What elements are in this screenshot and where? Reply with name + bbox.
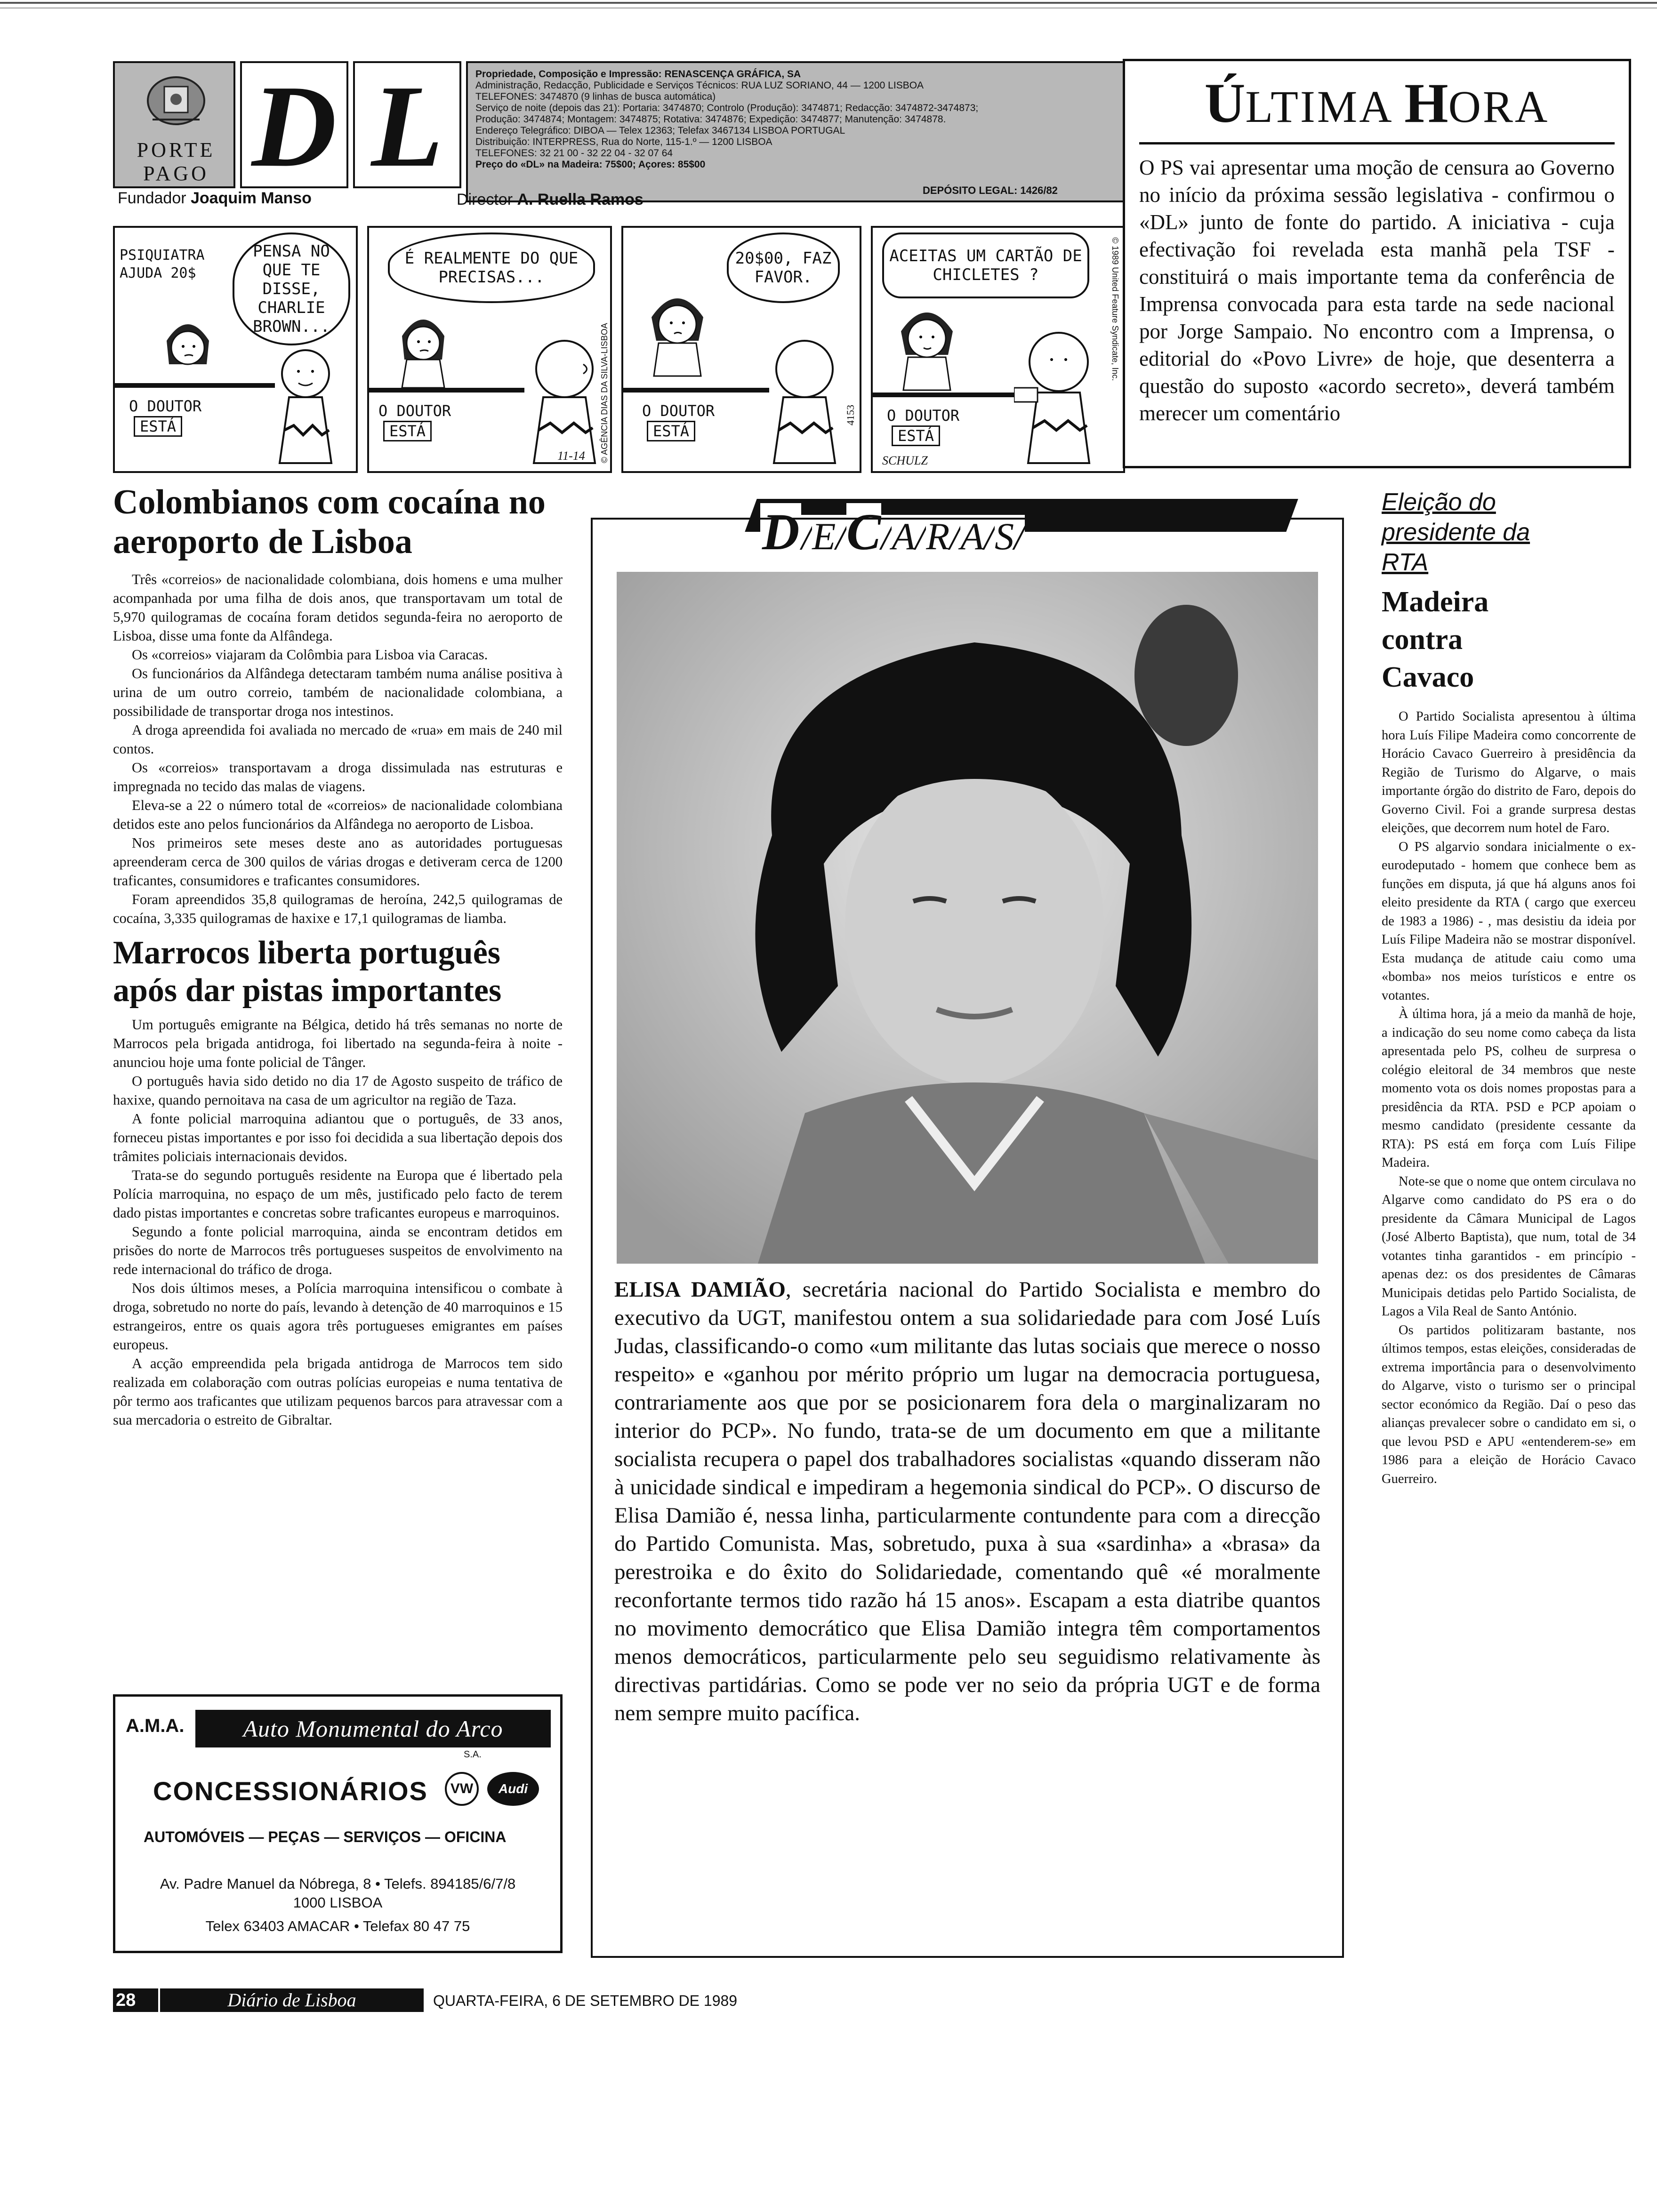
declaracoes-text [614, 1275, 1320, 1727]
paragraph: A acção empreendida pela brigada antidroga de Marrocos tem sido realizada em colaboração com outras polícias europeias e numa tentativa de pôr termo aos traficantes que utilizam pequenos barcos para atravessar com a sua mercadoria o estreito de Gibraltar. [113, 1355, 563, 1428]
speech-bubble: ACEITAS UM CARTÃO DE CHICLETES ? [882, 232, 1089, 298]
booth-counter [873, 393, 1014, 397]
ama-advertisement [113, 1694, 563, 1953]
title-mid: LTIMA [1245, 81, 1405, 132]
paragraph: Trata-se do segundo português residente na Europa que é libertado pela Polícia marroquina, no espaço de um mês, justificado pelo facto de terem dado pistas importantes e concretas sobre traficantes europeus e marroquinos. [113, 1167, 563, 1221]
lucy-icon [637, 284, 717, 378]
masthead-letter-l [353, 61, 461, 192]
ad-sa: S.A. [464, 1749, 482, 1760]
comic-mark: 4153 [845, 405, 856, 425]
left-column [113, 482, 563, 1429]
ultima-hora-body: O PS vai apresentar uma moção de censura ao Governo no início da próxima sessão legislativa - confirmou o «DL» junto de fonte do partido. A iniciativa - cuja efectivação foi revelada esta manhã pela TSF - constituirá o mais importante tema da conferência de Imprensa convocada para esta tarde na sede nacional por Jorge Sampaio. No encontro com a Imprensa, o editorial do «Povo Livre» de hoje, que desenterra a questão do suposto «acordo secreto», deverá também merecer um comentário [1139, 156, 1615, 425]
paragraph: Segundo a fonte policial marroquina, ainda se encontram detidos em prisões do norte de Marrocos três portugueses suspeitos de envolvimento na rede internacional do tráfico de droga. [113, 1224, 563, 1277]
booth-sign: ESTÁ [892, 425, 940, 446]
imprint-line: Serviço de noite (depois das 21): Portaria: 3474870; Controlo (Produção): 3474871; Redacção: 3474872-3474873; [475, 103, 979, 113]
comic-panel-3 [621, 226, 861, 473]
paper-name: Diário de Lisboa [160, 1988, 424, 2012]
imprint-line: TELEFONES: 3474870 (9 linhas de busca automática) [475, 91, 716, 102]
charlie-brown-icon [1014, 327, 1099, 468]
booth-counter [623, 388, 769, 393]
declaracoes-title: D/E/C/A/R/A/S/ [760, 508, 1278, 555]
paragraph: À última hora, já a meio da manhã de hoje, a indicação do seu nome como cabeça da lista apresentada pelo PS, colheu de surpresa o colégio eleitoral de 34 membros que neste momento vota os dois nomes propostas para a presidência da RTA. PSD e PCP apoiam o mesmo candidato (presidente cessante da RTA): PS está em força com Luís Filipe Madeira. [1382, 1007, 1636, 1170]
article2-headline: Marrocos liberta português após dar pistas importantes [113, 935, 502, 1009]
booth-counter [369, 388, 524, 393]
title-char: D [760, 503, 801, 561]
paragraph: Os partidos politizaram bastante, nos últimos tempos, estas eleições, consideradas de extrema importância para o desenvolvimento do Algarve, visto o turismo ser o principal sector económico da Região. Daí o peso das alianças prevalecer sobre o candidato em si, o que levou PSD e APU «entenderem-se» em 1986 para a eleição de Horácio Cavaco Guerreiro. [1382, 1322, 1636, 1486]
paragraph: Note-se que o nome que ontem circulava no Algarve como candidato do PS era o do presidente da Câmara Municipal de Lagos (José Alberto Baptista), que num, total de 34 votantes tinha garantidos - em princípio - apenas dez: os dos presidentes de Câmaras Municipais detidas pelo Partido Socialista, de Lagos a Vila Real de Santo António. [1382, 1174, 1636, 1319]
title-char: C [846, 503, 881, 561]
founder-name: Joaquim Manso [191, 189, 312, 207]
paragraph: O PS algarvio sondara inicialmente o ex-eurodeputado - homem que conhece bem as funções em disputa, já que há alguns anos foi eleito presidente da RTA ( cargo que exerceu de 1983 a 1986) - , mas desistiu da ideia por Luís Filipe Madeira não se mostrar disponível. Esta mudança de atitude caiu como uma «bomba» nos meios turísticos e entre os votantes. [1382, 839, 1636, 1003]
paragraph: Um português emigrante na Bélgica, detido há três semanas no norte de Marrocos pela brigada antidroga, foi libertado na segunda-feira à noite - anunciou hoje uma fonte policial de Tânger. [113, 1017, 563, 1070]
psychiatrist-sign [120, 247, 204, 282]
lucy-icon [388, 308, 458, 393]
declaracoes-section [591, 499, 1344, 1958]
imprint-line: Produção: 3474874; Montagem: 3474875; Rotativa: 3474876; Expedição: 3474877; Manutenção: 3474878. [475, 114, 946, 125]
audi-logo-text: Audi [498, 1781, 528, 1796]
booth-label: O DOUTOR [887, 407, 960, 425]
masthead [113, 61, 1125, 212]
title-char: R [926, 515, 950, 558]
comic-panel-4 [871, 226, 1125, 473]
article1-body [113, 570, 563, 928]
article2-body [113, 1015, 563, 1429]
imprint-line: Preço do «DL» na Madeira: 75$00; Açores: 85$00 [475, 159, 706, 170]
vw-logo-icon [445, 1772, 479, 1806]
schulz-signature: SCHULZ [882, 454, 928, 467]
footer-date: QUARTA-FEIRA, 6 DE SETEMBRO DE 1989 [433, 1992, 738, 2009]
title-h: H [1404, 72, 1448, 134]
declaracoes-lead: ELISA DAMIÃO [614, 1277, 786, 1302]
crest-icon [143, 72, 209, 129]
imprint-line: Distribuição: INTERPRESS, Rua do Norte, 115-1.º — 1200 LISBOA [475, 136, 772, 147]
ad-services: AUTOMÓVEIS — PEÇAS — SERVIÇOS — OFICINA [144, 1828, 507, 1845]
speech-bubble: 20$00, FAZ FAVOR. [727, 232, 840, 303]
ad-address-line3: Telex 63403 AMACAR • Telefax 80 47 75 [205, 1918, 470, 1934]
top-rule [0, 2, 1657, 4]
ad-script-name: Auto Monumental do Arco [243, 1715, 503, 1742]
booth-label: O DOUTOR [642, 402, 715, 420]
booth-label: O DOUTOR [378, 402, 451, 420]
title-end: ORA [1448, 81, 1550, 132]
porte-pago-label: PORTE PAGO [137, 138, 216, 185]
ad-script-banner [195, 1710, 551, 1747]
ad-headline: CONCESSIONÁRIOS [153, 1776, 428, 1806]
rta-headline: Madeira contra Cavaco [1382, 586, 1489, 693]
paragraph: Três «correios» de nacionalidade colombiana, dois homens e uma mulher acompanhada por uma filha de dois anos, que transportavam um total de 5,970 quilogramas de cocaína foram detidos segunda-feira no aeroporto de Lisboa, disse uma fonte da Alfândega. [113, 571, 563, 644]
deposit-legal: DEPÓSITO LEGAL: 1426/82 [923, 184, 1058, 196]
director-name: A. Ruella Ramos [517, 191, 643, 208]
title-char: E [812, 515, 836, 558]
imprint-line: Administração, Redacção, Publicidade e Serviços Técnicos: RUA LUZ SORIANO, 44 — 1200 LISBOA [475, 80, 924, 91]
charlie-brown-icon [764, 336, 845, 468]
paragraph: Foram apreendidos 35,8 quilogramas de heroína, 242,5 quilogramas de cocaína, 3,335 quilogramas de haxixe e 17,1 quilogramas de liamba. [113, 891, 563, 926]
rta-body [1382, 707, 1636, 1488]
paragraph: Os «correios» viajaram da Colômbia para Lisboa via Caracas. [132, 647, 488, 663]
speech-bubble: PENSA NO QUE TE DISSE, CHARLIE BROWN... [233, 232, 350, 345]
booth-sign: ESTÁ [383, 421, 432, 441]
ad-address-line2: 1000 LISBOA [293, 1894, 383, 1911]
founder-line [118, 189, 312, 208]
comic-panel-2 [367, 226, 612, 473]
crest-box [113, 61, 235, 188]
rta-kicker: Eleição do presidente da RTA [1382, 489, 1530, 576]
lucy-icon [887, 298, 967, 393]
booth-sign: ESTÁ [134, 416, 182, 437]
paragraph: O Partido Socialista apresentou à última hora Luís Filipe Madeira como concorrente de Horácio Cavaco Guerreiro à presidência da Região de Turismo do Algarve, o mais importante órgão do distrito de Faro, depois do Governo Civil. Foi a grande surpresa destas eleições, que decorrem num hotel de Faro. [1382, 709, 1636, 835]
page-number: 28 [113, 1988, 158, 2012]
article1-headline: Colombianos com cocaína no aeroporto de Lisboa [113, 483, 546, 561]
paragraph: Os funcionários da Alfândega detectaram também numa análise positiva à urina de um outro correio, também de nacionalidade colombiana, a possibilidade de transportar droga nos intestinos. [113, 665, 563, 719]
ad-address-line1: Av. Padre Manuel da Nóbrega, 8 • Telefs. 894185/6/7/8 [160, 1875, 516, 1892]
charlie-brown-icon [270, 345, 341, 468]
paragraph: A droga apreendida foi avaliada no mercado de «rua» em mais de 240 mil contos. [113, 722, 563, 757]
imprint-line: Propriedade, Composição e Impressão: RENASCENÇA GRÁFICA, SA [475, 69, 801, 80]
founder-label: Fundador [118, 189, 186, 207]
ultima-hora-title [1139, 68, 1615, 144]
booth-sign: ESTÁ [647, 421, 695, 441]
ultima-hora-box [1123, 59, 1631, 468]
audi-logo-icon [487, 1772, 539, 1806]
lucy-icon [153, 313, 223, 383]
imprint-box [466, 61, 1125, 202]
masthead-letter-d [240, 61, 348, 192]
paragraph: O português havia sido detido no dia 17 de Agosto suspeito de tráfico de haxixe, quando pernoitava na casa de um agricultor na região de Taza. [113, 1073, 563, 1108]
agency-credit: © AGÊNCIA DIAS DA SILVA-LISBOA [600, 323, 609, 463]
vw-logo-text: VW [450, 1781, 474, 1796]
sign-text: PSIQUIATRA AJUDA 20$ [120, 247, 205, 281]
paragraph: Eleva-se a 22 o número total de «correios» de nacionalidade colombiana detidos este ano pelos funcionários da Alfândega no aeroporto de Lisboa. [113, 797, 563, 832]
elisa-damiao-photo [617, 572, 1318, 1264]
portrait-image [617, 572, 1318, 1264]
paragraph: Os «correios» transportavam a droga dissimulada nas estruturas e impregnada no tecido das malas de viagens. [113, 760, 563, 794]
letter-d: D [251, 61, 337, 192]
director-label: Director [457, 191, 513, 208]
paragraph: Nos primeiros sete meses deste ano as autoridades portuguesas apreenderam cerca de 300 quilos de várias drogas e detiveram cerca de 1200 traficantes, consumidores e traficantes consumidores. [113, 835, 563, 889]
comic-panel-1 [113, 226, 358, 473]
declaracoes-body: , secretária nacional do Partido Socialista e membro do executivo da UGT, manifestou ontem a sua solidariedade para com José Luís Judas, classificando-o como «um militante das lutas sociais que merece o nosso respeito» e «ganhou por mérito próprio um lugar na democracia portuguesa, contrariamente aos que por se posicionarem fora dela o marginalizaram no interior do PCP». No fundo, trata-se de um documento em que a militante socialista recupera o papel dos trabalhadores socialistas «quando disseram não à unicidade sindical e impediram a hegemonia sindical do PCP». O discurso de Elisa Damião é, nessa linha, particularmente contundente para com a direcção do Partido Comunista. Mas, sobretudo, puxa à sua «sardinha» a «brasa» da perestroika e do êxito do Solidariedade, comentando quê «é moralmente reconfortante termos tido razão há 15 anos». Escapam a esta diatribe quantos no movimento democrático que Elisa Damião integra têm comportamentos menos democráticos, particularmente pelo seu seguidismo relativamente às directivas partidárias. Como se pode ver no seio da própria UGT e de forma nem sempre muito pacífica. [614, 1277, 1320, 1725]
comic-strip [113, 226, 1125, 473]
title-char: S [994, 515, 1014, 558]
title-char: A [960, 515, 984, 558]
director-line [457, 191, 643, 209]
charlie-brown-icon [524, 336, 604, 468]
imprint-line: TELEFONES: 32 21 00 - 32 22 04 - 32 07 64 [475, 148, 673, 159]
imprint-line: Endereço Telegráfico: DIBOA — Telex 12363; Telefax 3467134 LISBOA PORTUGAL [475, 125, 845, 136]
booth-label: O DOUTOR [129, 397, 202, 415]
comic-mark: 11-14 [557, 449, 585, 463]
syndicate-credit: © 1989 United Feature Syndicate, Inc. [1110, 237, 1120, 381]
rta-column [1382, 487, 1636, 1488]
paragraph: A fonte policial marroquina adiantou que o português, de 33 anos, forneceu pistas importantes e por isso foi decidida a sua libertação depois dos trâmites policiais internacionais devidos. [113, 1111, 563, 1164]
ad-brand: A.M.A. [126, 1715, 185, 1736]
page-footer [113, 1988, 866, 2017]
title-initial: Ú [1204, 72, 1246, 134]
speech-bubble: É REALMENTE DO QUE PRECISAS... [388, 232, 595, 303]
booth-counter [115, 383, 275, 388]
letter-l: L [371, 61, 443, 192]
title-char: A [892, 515, 916, 558]
paragraph: Nos dois últimos meses, a Polícia marroquina intensificou o combate à droga, sobretudo no norte do país, levando à detenção de 40 marroquinos e 15 estrangeiros, entre os quais agora três portugueses emigrantes em países europeus. [113, 1280, 563, 1353]
